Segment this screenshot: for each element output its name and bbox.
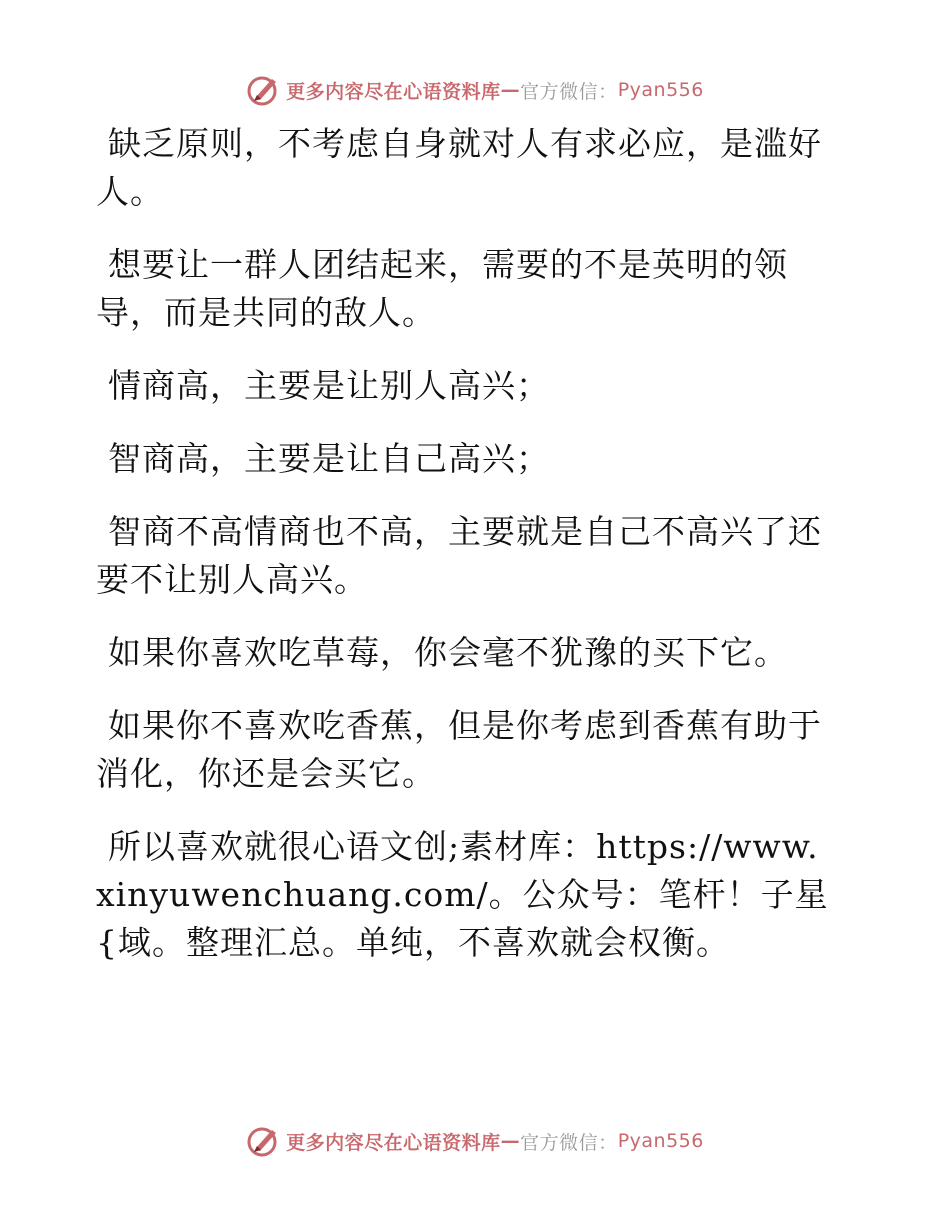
document-body <box>96 120 836 992</box>
page-header-banner <box>0 70 950 110</box>
footer-banner-text: 更多内容尽在心语资料库 <box>286 1131 501 1154</box>
paragraph: 如果你喜欢吃草莓，你会毫不犹豫的买下它。 <box>108 633 788 672</box>
header-wechat-id: Pyan556 <box>617 79 704 101</box>
footer-wechat-label: 官方微信： <box>520 1131 618 1154</box>
header-wechat-label: 官方微信： <box>520 80 618 103</box>
paragraph: 智商高，主要是让自己高兴； <box>108 439 550 478</box>
paragraph: 情商高，主要是让别人高兴； <box>108 366 550 405</box>
quill-logo-icon <box>246 73 280 107</box>
footer-wechat-id: Pyan556 <box>617 1130 704 1152</box>
paragraph: 智商不高情商也不高，主要就是自己不高兴了还要不让别人高兴。 <box>96 512 822 599</box>
page-footer-banner <box>0 1121 950 1161</box>
quill-logo-icon <box>246 1124 280 1158</box>
paragraph: 想要让一群人团结起来，需要的不是英明的领导，而是共同的敌人。 <box>96 245 788 332</box>
header-banner-dash: — <box>500 79 521 101</box>
paragraph: 缺乏原则，不考虑自身就对人有求必应，是滥好人。 <box>96 124 822 211</box>
paragraph: 所以喜欢就很心语文创;素材库：https://www.xinyuwenchuang.com/。公众号：笔杆！子星{域。整理汇总。单纯，不喜欢就会权衡。 <box>96 827 829 962</box>
paragraph: 如果你不喜欢吃香蕉，但是你考虑到香蕉有助于消化，你还是会买它。 <box>96 706 822 793</box>
header-banner-text: 更多内容尽在心语资料库 <box>286 80 501 103</box>
footer-banner-dash: — <box>500 1130 521 1152</box>
